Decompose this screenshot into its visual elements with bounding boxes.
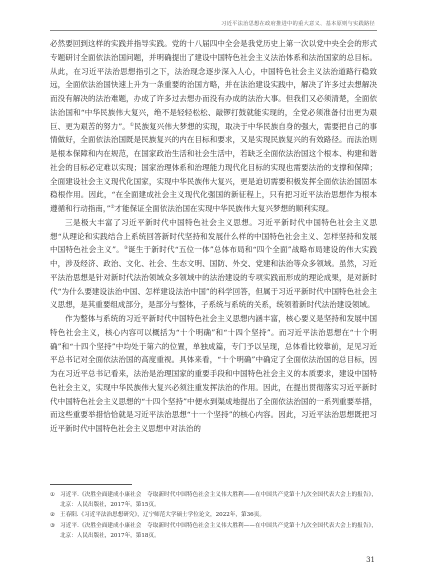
footnote-reference: ① [129,122,134,128]
page-number: 31 [366,556,375,564]
footnote-reference: ② [110,205,115,210]
footnote-text: 王春阳.《习近平法治思想研究》，辽宁师范大学硕士学位论文，2022年，第36页。 [60,512,265,519]
footnote [50,521,377,541]
footnote [50,510,377,520]
body-paragraph: 三是极大丰富了习近平新时代中国特色社会主义思想。习近平新时代中国特色社会主义思想“从理论和实践结合上系统回答新时代坚持和发展什么样的中国特色社会主义、怎样坚持和发展中国特色社会主义”。③诞生于新时代“五位一体”总体布局和“四个全面”战略布局建设的伟大实践中，涉及经济、政治、文化、社会、生态文明、国防、外交、党建和法治等众多领域。虽然，习近平法治思想是针对新时代法治领域众多领域中的法治建设的专项实践而形成的理论成果，是对新时代“为什么要建设法治中国、怎样建设法治中国”的科学回答，但属于习近平新时代中国特色社会主义思想，是其重要组成部分，是部分与整体，子系统与系统的关系，统领着新时代法治建设领域。 [50,217,377,310]
footnote-divider [50,484,132,485]
header-divider [50,30,377,31]
body-paragraph: 必然要回到这样的实践并指导实践。党的十八届四中全会是我党历史上第一次以党中央全会的形式专题研讨全面依法治国问题，并明确提出了建设中国特色社会主义法治体系和法治国家的总目标。从此，在习近平法治思想指引之下，法治现念逐步深入人心，中国特色社会主义法治道路行稳致远，全面依法治国快速上升为一条重要的治国方略，并在法治建设实践中，解决了许多过去想解决而没有解决的法治难题，办成了许多过去想办而没有办成的法治大事。但我们又必须清楚，全面依法治国和“中华民族伟大复兴，绝不是轻轻松松、敲锣打鼓就能实现的，全党必须准备付出更为艰巨、更为艰苦的努力”。①民族复兴伟大梦想的实现，取决于中华民族自身的强大，需要把自己的事情做好，全面依法治国既是民族复兴的内在目标和要求，又是实现民族复兴的有效路径。而法治则是根本保障和内在规范，在国家政治生活和社会生活中，若缺乏全面依法治国这个根本、构建和谐社会的目标必定难以实现；国家治理体系和治理能力现代化目标的实现也需要法治的支撑和保障；全面建设社会主义现代化国家，实现中华民族伟大复兴，更是迫切需要积极发挥全面依法治国固本稳根作用。因此，“在全面建成社会主义现代化强国的新征程上，只有把习近平法治思想作为根本遵循和行动指南，”②才能保证全面依法治国在实现中华民族伟大复兴梦想的顺利实现。 [50,39,377,213]
footnote-reference: ③ [123,246,129,252]
body-paragraph: 作为整体与系统的习近平新时代中国特色社会主义思想内涵丰富，核心要义是坚持和发展中国特色社会主义，核心内容可以概括为“十个明确”和“十四个坚持”。而习近平法治思想在“十个明确”和“十四个坚持”中均处于第六的位置，单独成篇，专门予以呈现，总体看比较靠前，足见习近平总书记对全面依法治国的高度重视。具体来看，“十个明确”中确定了全面依法治国的总目标，因为在习近平总书记看来，法治是治理国家的重要手段和中国特色社会主义的本质要求，建设中国特色社会主义，实现中华民族伟大复兴必须注重发挥法治的作用。因此，在提出贯彻落实习近平新时代中国特色社会主义思想的“十四个坚持”中便水到渠成地提出了全面依法治国的一系列重要举措，而这些重要举措恰恰就是习近平法治思想“十一个坚持”的核心内容。因此，习近平法治思想既把习近平新时代中国特色社会主义思想中对法治的 [50,314,377,433]
footnotes [50,490,377,541]
footnote-mark: ② [50,512,56,519]
running-header [0,0,427,40]
footnote [50,490,377,510]
article-body [50,37,377,436]
running-title: 习近平法治思想在政府推进中的重大意义、基本原则与实践路径 [221,21,375,27]
footnote-mark: ① [50,492,56,498]
footnote-text: 习近平.《决胜全面建成小康社会 夺取新时代中国特色社会主义伟大胜利——在中国共产党第十九次全国代表大会上的报告》，北京：人民出版社，2017年，第15页。 [60,492,377,509]
footnote-text: 习近平.《决胜全面建成小康社会 夺取新时代中国特色社会主义伟大胜利——在中国共产党第十九次全国代表大会上的报告》，北京：人民出版社，2017年，第18页。 [60,522,377,539]
footnote-mark: ③ [50,522,56,529]
